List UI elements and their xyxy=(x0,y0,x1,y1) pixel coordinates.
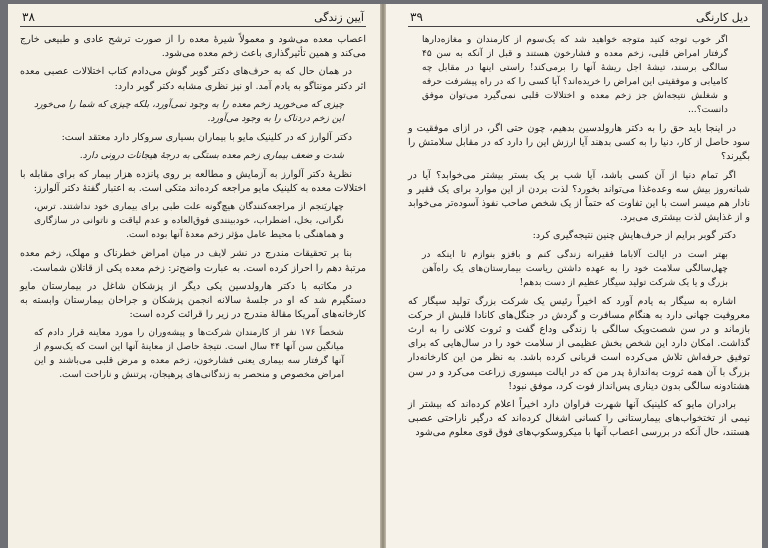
left-running-head xyxy=(20,8,366,27)
left-paragraph-2: در همان حال که به حرف‌های دکتر گوبر گوش می‌دادم کتاب اختلالات عصبی معده اثر دکتر مونتاگو به یادم آمد. او نیز نظری مشابه دکتر گوبر دارد: xyxy=(20,66,366,92)
left-paragraph-1: اعصاب معده می‌شود و معمولاً شیرهٔ معده را از صورت ترشح عادی و طبیعی خارج می‌کند و همین تأثیرگذاری باعث زخم معده می‌شود. xyxy=(20,34,366,60)
right-header-title: دیل کارنگی xyxy=(696,11,748,24)
right-page xyxy=(386,4,762,548)
right-paragraph-5: اشاره به سیگار به یادم آورد که اخیراً رئیس یک شرکت بزرگ تولید سیگار که معروفیت جهانی دارد به هنگام مسافرت و گردش در جنگل‌های کانادا قلبش از حرکت بازماند و در سن شصت‌ویک سالگی با زندگی وداع گفت و ثروت کلانی را به ارث گذاشت. امکان دارد این شخص بخش عظیمی از سلامت خود را در سال‌هایی که برای توفیق حرفه‌اش تلاش می‌کرده است قربانی کرده باشد. به نظر من این کارخانه‌دار بزرگ با آن همه ثروت به‌اندازهٔ پدر من که در ایالت میسوری زراعت می‌کرد و در سن هشتادونه سالگی بدون دیناری پس‌انداز فوت کرد، موفق نبود! xyxy=(408,295,750,392)
left-page-number: ۳۸ xyxy=(22,10,35,24)
right-paragraph-3: اگر تمام دنیا از آن کسی باشد، آیا شب بر یک بستر بیشتر می‌خوابد؟ آیا در شبانه‌روز بیش سه وعده‌غذا می‌تواند بخورد؟ لذت بردن از این موارد برای یک فقیر و نادار هم میسر است با این تفاوت که حتماً از یک شخص صاحب نفوذ آسوده‌تر می‌خوابد و از غذایش لذت بیشتری می‌برد. xyxy=(408,169,750,224)
right-paragraph-2: در اینجا باید حق را به دکتر هارولدسین بدهیم، چون حتی اگر، در ازای موفقیت و سود حاصل از کار، دنیا را به کسی بدهند آیا ارزش این را دارد که در مقابل سلامتش را بگیرند؟ xyxy=(408,123,750,163)
right-page-number: ۳۹ xyxy=(410,10,423,24)
right-paragraph-4: دکتر گوبر برایم از حرف‌هایش چنین نتیجه‌گیری کرد: xyxy=(532,230,736,242)
left-paragraph-5: بنا بر تحقیقات مندرج در نشر لایف در میان امراض خطرناک و مهلک، زخم معده مرتبهٔ دهم را احراز کرده است. به عبارت واضح‌تر: زخم معده یکی از قاتلان شماست. xyxy=(20,248,366,274)
left-quote-3: چهاریَنجم از مراجعه‌کنندگان هیچ‌گونه علت طبی برای بیماری خود نداشتند. ترس، نگرانی، بخل، اضطراب، خودبینندی فوق‌العاده و عدم لیاقت و ناتوانی در سازگاری و هماهنگی با محیط عامل مؤثر زخم معدهٔ آنها بوده است. xyxy=(34,201,344,241)
right-quote-2: بهتر است در ایالت آلاباما فقیرانه زندگی کنم و بافزو بنوازم تا اینکه در چهل‌سالگی سلامت خود را به عهده داشتن ریاست بیمارستان‌های یک راه‌آهن بزرگ و یا یک شرکت تولید سیگار عظیم از دست بدهم! xyxy=(422,248,728,288)
left-quote-2: شدت و ضعف بیماری زخم معده بستگی به درجهٔ هیجانات درونی دارد. xyxy=(79,150,344,162)
right-quote-1: اگر خوب توجه کنید متوجه خواهید شد که یک‌سوم از کارمندان و مغازه‌دارها گرفتار امراض قلبی، زخم معده و فشارخون هستند و قبل از آنکه به سن ۴۵ سالگی برسند، تیشهٔ اجل ریشهٔ آنها را برمی‌کند! راستی اینها در مقابل چه کامیابی و موفقیتی این امراض را خریده‌اند؟ آیا کسی را که در راه پیشرفت حرفه و شغلش نتیجه‌اش جز زخم معده و اختلالات قلبی نمی‌گیرد می‌توان موفق دانست؟... xyxy=(422,34,728,115)
left-header-title: آیین زندگی xyxy=(314,11,364,24)
left-page xyxy=(8,4,380,548)
left-paragraph-4: نظریهٔ دکتر آلوارز به آزمایش و مطالعه بر روی پانزده هزار بیمار که برای مقابله با اختلالات معده به کلینیک مایو مراجعه کرده‌اند متکی است. به اعتبار گفتهٔ دکتر آلوارز: xyxy=(20,169,366,195)
right-paragraph-6: برادران مایو که کلینیک آنها شهرت فراوان دارد اخیراً اعلام کرده‌اند که بیشتر از نیمی از تختخواب‌های بیمارستانی را کسانی اشغال کرده‌اند که درگیر ناراحتی عصبی هستند، حال آنکه در بررسی اعصاب آنها با میکروسکوپ‌های فوق قوی معلوم می‌شود xyxy=(408,399,750,439)
left-quote-1: چیزی که می‌خورید زخم معده را به وجود نمی‌آورد، بلکه چیزی که شما را می‌خورد این زخم دردناک را به وجود می‌آورد. xyxy=(34,98,344,124)
left-paragraph-3: دکتر آلوارز که در کلینیک مایو با بیماران بسیاری سروکار دارد معتقد است: xyxy=(61,131,352,143)
right-running-head xyxy=(408,8,750,27)
left-quote-4: شخصاً ۱۷۶ نفر از کارمندان شرکت‌ها و پیشه‌وران را مورد معاینه قرار دادم که میانگین سن آنها ۴۴ سال است. نتیجهٔ حاصل از معاینهٔ آنها این است که یک‌سوم از آنها گرفتار سه بیماری یعنی فشارخون، زخم معده و مرض قلبی می‌باشند و این امراض مخصوص و منحصر به زندگانی‌های پرهیجان، پرتنش و ناراحت است. xyxy=(34,327,344,381)
left-paragraph-6: در مکاتبه با دکتر هارولدسین یکی دیگر از پزشکان شاغل در بیمارستان مایو دستگیرم شد که او در جلسهٔ سالانه انجمن پزشکان و جراحان بیمارستان وابسته به کارخانه‌های آمریکا مقالهٔ مندرج در زیر را قرائت کرده است: xyxy=(20,280,366,321)
